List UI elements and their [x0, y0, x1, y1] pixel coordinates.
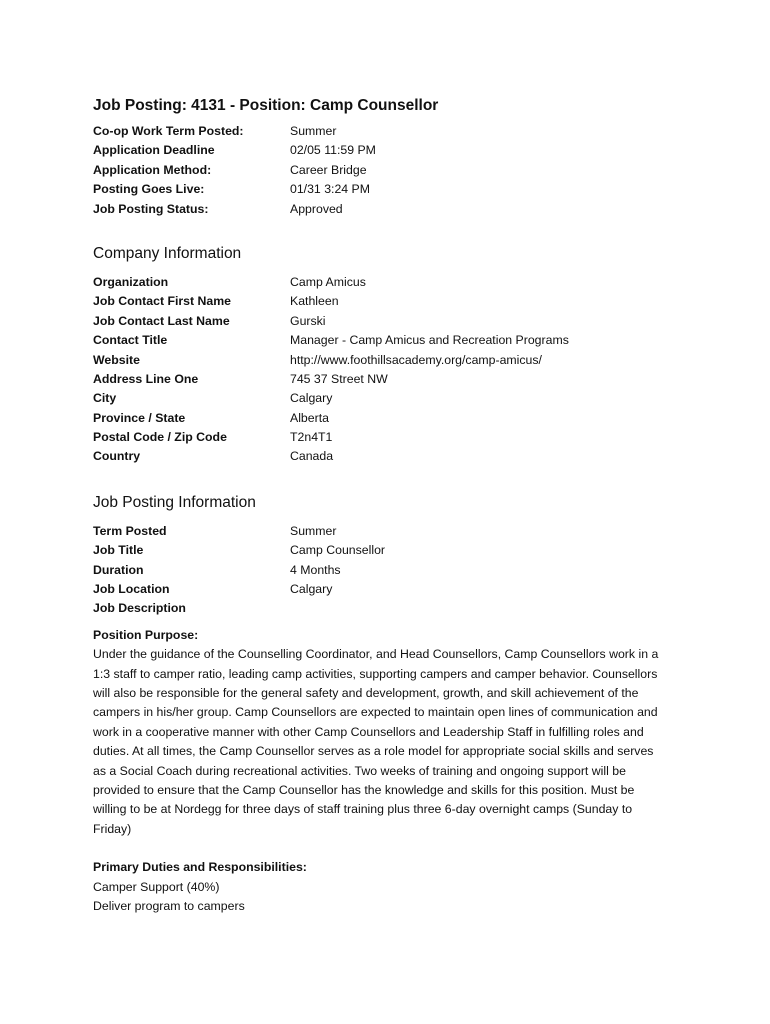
job-row	[93, 522, 693, 541]
paragraph-line: 1:3 staff to camper ratio, leading camp activities, supporting campers and camper behavior. Counsellors	[93, 666, 658, 681]
field-value: Summer	[290, 124, 337, 138]
company-row	[93, 351, 693, 370]
field-label: Country	[93, 449, 141, 464]
field-value: Career Bridge	[290, 162, 367, 177]
field-value: Calgary	[290, 391, 333, 406]
field-label: Application Method:	[93, 162, 212, 177]
field-value: Kathleen	[290, 294, 339, 309]
field-value: Canada	[290, 449, 334, 464]
field-label: Job Contact First Name	[93, 294, 232, 309]
company-row	[93, 331, 693, 350]
field-label: Website	[93, 352, 140, 367]
job-row	[93, 541, 693, 560]
field-label: Province / State	[93, 410, 186, 425]
field-value: Camp Amicus	[290, 274, 366, 289]
company-row	[93, 428, 693, 447]
field-label: Postal Code / Zip Code	[93, 430, 227, 445]
job-fields	[93, 522, 693, 619]
field-label: Contact Title	[93, 333, 168, 348]
field-label: Job Posting Status:	[93, 201, 209, 216]
company-row	[93, 312, 693, 331]
field-label: Job Description	[93, 601, 186, 616]
field-value: Calgary	[290, 582, 333, 597]
field-value: Approved	[290, 201, 343, 216]
field-label: Duration	[93, 562, 144, 577]
field-label: Application Deadline	[93, 143, 215, 158]
field-value: 02/05 11:59 PM	[290, 143, 376, 158]
paragraph-line: as a Social Coach during recreational activities. Two weeks of training and ongoing support will be	[93, 763, 626, 778]
field-value: Summer	[290, 523, 337, 538]
field-label: Job Contact Last Name	[93, 313, 230, 328]
field-value: 4 Months	[290, 562, 341, 577]
job-row	[93, 561, 693, 580]
field-label: Organization	[93, 274, 169, 289]
field-label: Address Line One	[93, 371, 199, 386]
document-content	[93, 93, 693, 917]
duties-line: Deliver program to campers	[93, 899, 245, 914]
paragraph-line: willing to be at Nordegg for three days of staff training plus three 6-day overnight camps (Sunday to	[93, 802, 633, 817]
duties-line: Camper Support (40%)	[93, 879, 220, 894]
field-label: Term Posted	[93, 523, 167, 538]
paragraph-line: Friday)	[93, 821, 132, 836]
website-link[interactable]: http://www.foothillsacademy.org/camp-amicus/	[290, 352, 542, 367]
summary-row	[93, 161, 693, 180]
paragraph-line: duties. At all times, the Camp Counsellor serves as a role model for appropriate social skills and serves	[93, 744, 654, 759]
position-purpose-text	[93, 645, 678, 839]
company-section-title: Company Information	[93, 244, 242, 262]
company-fields	[93, 273, 693, 467]
field-value: 745 37 Street NW	[290, 371, 388, 386]
summary-row	[93, 122, 693, 141]
field-value: Gurski	[290, 313, 326, 328]
page-title: Job Posting: 4131 - Position: Camp Counsellor	[93, 97, 439, 114]
field-value: Manager - Camp Amicus and Recreation Programs	[290, 333, 569, 348]
primary-duties-heading: Primary Duties and Responsibilities:	[93, 860, 307, 875]
field-label: City	[93, 391, 117, 406]
job-row	[93, 580, 693, 599]
company-row	[93, 447, 693, 466]
paragraph-line: campers in his/her group. Camp Counsellors are expected to maintain open lines of communication and	[93, 705, 658, 720]
field-value: Camp Counsellor	[290, 543, 386, 558]
summary-row	[93, 141, 693, 160]
field-label: Posting Goes Live:	[93, 182, 205, 197]
position-purpose-heading: Position Purpose:	[93, 627, 199, 642]
company-row	[93, 273, 693, 292]
company-row	[93, 389, 693, 408]
summary-fields	[93, 122, 693, 219]
summary-row	[93, 180, 693, 199]
company-row	[93, 409, 693, 428]
paragraph-line: provided to ensure that the Camp Counsellor has the knowledge and skills for this position. Must be	[93, 783, 635, 798]
summary-row	[93, 200, 693, 219]
job-section-title: Job Posting Information	[93, 493, 256, 511]
paragraph-line: Under the guidance of the Counselling Coordinator, and Head Counsellors, Camp Counsellors work in a	[93, 647, 659, 662]
company-row	[93, 292, 693, 311]
field-value: T2n4T1	[290, 430, 333, 445]
job-row	[93, 599, 693, 618]
field-label: Job Location	[93, 582, 170, 597]
field-label: Job Title	[93, 543, 144, 558]
paragraph-line: will also be responsible for the general safety and development, growth, and skill achievement of the	[93, 686, 639, 701]
field-value: 01/31 3:24 PM	[290, 182, 370, 197]
company-row	[93, 370, 693, 389]
field-label: Co-op Work Term Posted:	[93, 124, 244, 138]
paragraph-line: work in a cooperative manner with other Camp Counsellors and Leadership Staff in fulfilling roles and	[93, 724, 644, 739]
field-value: Alberta	[290, 410, 329, 425]
